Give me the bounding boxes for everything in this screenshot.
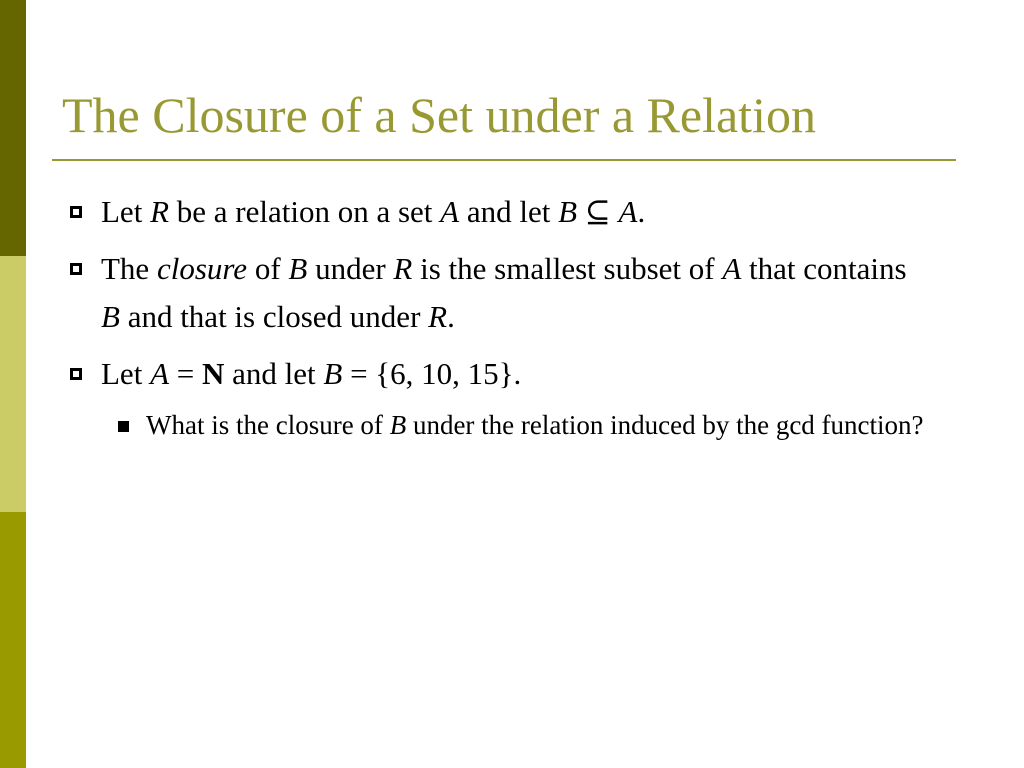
bullet-text: Let R be a relation on a set A and let B ⊆ A. [101,194,646,229]
sub-bullet-text: What is the closure of B under the relation induced by the gcd function? [146,410,924,440]
title-divider [52,159,956,161]
bullet-text: The closure of B under R is the smallest subset of A that contains B and that is closed under R. [101,251,907,334]
bullet-text: Let A = N and let B = {6, 10, 15}. [101,356,522,391]
sub-bullet-item-1 [118,405,948,446]
sidebar-band-bottom [0,512,26,768]
sidebar-band-middle [0,256,26,512]
slide-title: The Closure of a Set under a Relation [62,87,816,143]
hollow-square-bullet-icon [70,263,82,275]
bullet-item-2 [70,245,930,341]
filled-square-bullet-icon [118,421,129,432]
sidebar-band-top [0,0,26,256]
hollow-square-bullet-icon [70,368,82,380]
bullet-item-3 [70,350,930,398]
bullet-item-1 [70,188,930,236]
hollow-square-bullet-icon [70,206,82,218]
